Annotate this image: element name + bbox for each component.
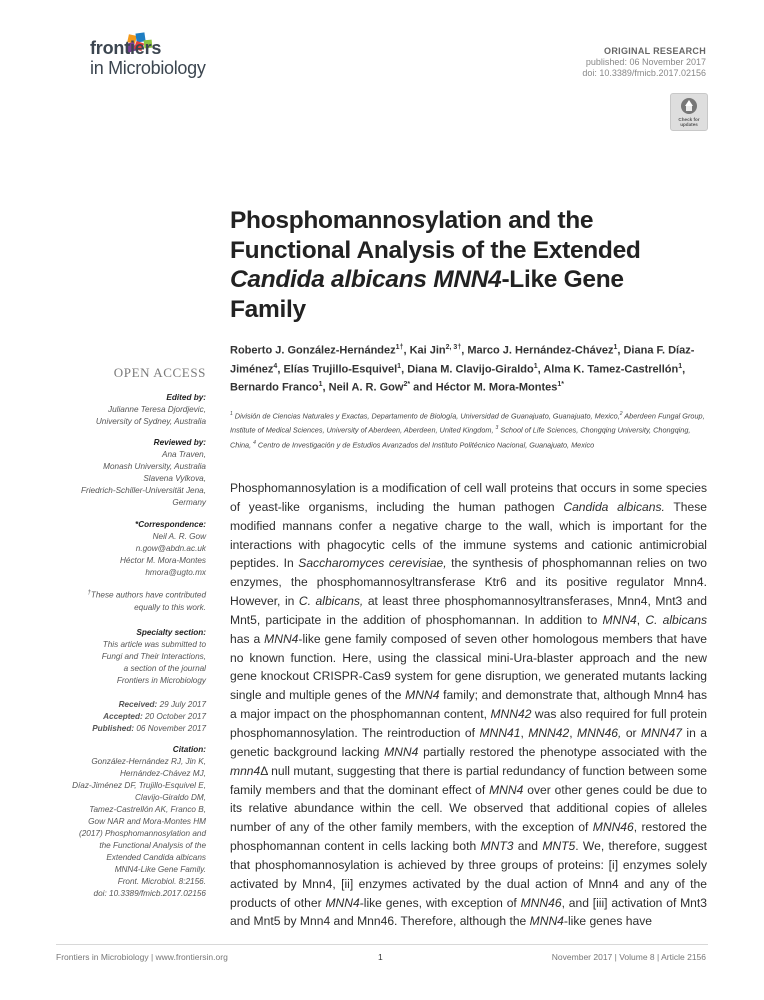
reviewer-line: Ana Traven, — [162, 450, 206, 459]
affiliations — [230, 408, 710, 451]
abstract-run: Phosphomannosylation is a modification of cell wall proteins that occurs in some species of yeast-like organisms, including the human pathogen — [230, 481, 707, 514]
author-name[interactable]: Kai Jin — [409, 344, 446, 357]
affiliation-text: Centro de Investigación y de Estudios Avanzados del Instituto Politécnico Nacional, Guanajuato, Mexico — [255, 440, 595, 450]
equal-note-line: equally to this work. — [134, 602, 206, 612]
footer-volume: November 2017 | Volume 8 | Article 2156 — [551, 952, 706, 962]
abstract-italic-term: MNN46 — [592, 820, 634, 835]
citation-label: Citation: — [172, 745, 206, 754]
author-affiliation-sup: 1 — [678, 362, 683, 370]
abstract-italic-term: MNN4 — [529, 914, 564, 929]
abstract-italic-term: mnn4 — [230, 763, 261, 778]
received-date — [92, 699, 206, 711]
author-affiliation-sup: 2, 3† — [445, 344, 462, 351]
author-name[interactable]: Héctor M. Mora-Montes — [435, 381, 558, 394]
dates-section — [92, 699, 206, 735]
affiliation-text: School of Life Sciences, Chongqing University, Chongqing, China, — [230, 425, 691, 450]
received-value: 29 July 2017 — [159, 700, 206, 709]
equal-contribution-note — [88, 587, 207, 614]
author-affiliation-sup: 2* — [403, 381, 411, 389]
citation-line: MNN4-Like Gene Family. — [114, 865, 206, 874]
affiliation-text: División de Ciencias Naturales y Exactas, Departamento de Biología, Universidad de Guanajuato, Guanajuato, Mexico, — [232, 411, 620, 421]
abstract-italic-term: MNN4 — [384, 744, 419, 759]
affiliation-text: Aberdeen Fungal Group, Institute of Medical Sciences, University of Aberdeen, Aberdeen, United Kingdom, — [230, 411, 705, 435]
correspondence-email[interactable]: n.gow@abdn.ac.uk — [135, 544, 206, 553]
correspondence-email[interactable]: hmora@ugto.mx — [145, 568, 206, 577]
abstract-italic-term: MNT5 — [542, 839, 576, 854]
specialty-line: Fungi and Their Interactions, — [101, 652, 206, 661]
abstract-run: , restored the phosphomannan content in cells lacking both — [230, 820, 708, 854]
citation-line: Clavijo-Giraldo DM, — [135, 793, 206, 802]
received-label: Received: — [118, 700, 158, 709]
abstract-italic-term: MNN4 — [489, 782, 524, 797]
abstract-run: family; and demonstrate that, although Mnn4 has a major impact on the phosphomannan content, — [230, 688, 707, 722]
specialty-section — [102, 627, 206, 687]
reviewed-by-section — [81, 437, 206, 509]
logo-wordmark: frontiers — [90, 38, 162, 58]
reviewer-line: Monash University, Australia — [103, 462, 206, 471]
author-name[interactable]: Bernardo Franco — [230, 381, 319, 394]
author-name[interactable]: Marco J. Hernández-Chávez — [467, 344, 614, 357]
author-name[interactable]: Alma K. Tamez-Castrellón — [543, 363, 679, 376]
author-affiliation-sup: 1 — [613, 344, 618, 351]
correspondence-section — [120, 519, 206, 579]
author-separator: , — [537, 363, 544, 376]
author-separator: , — [401, 363, 408, 376]
abstract-run: , — [636, 612, 646, 627]
abstract-italic-term: MNN46, — [577, 725, 622, 740]
reviewer-line: Germany — [172, 498, 206, 507]
article-title — [230, 206, 710, 324]
dagger-symbol: † — [87, 590, 91, 596]
editor-line: University of Sydney, Australia — [95, 417, 206, 426]
author-affiliation-sup: 1* — [557, 381, 564, 389]
abstract-italic-term: MNN42 — [528, 725, 570, 740]
published-date: published: 06 November 2017 — [585, 57, 706, 67]
abstract-run: has a — [230, 631, 265, 646]
logo-journal-name: in Microbiology — [90, 58, 206, 78]
author-separator: , — [461, 344, 468, 357]
citation-line: Front. Microbiol. 8:2156. — [117, 877, 206, 886]
abstract-run: over other genes could be due to its relative abundance within the cell. We observed that additional copies of alleles number of any of the other family members, with the exception of — [230, 782, 707, 835]
citation-line: Hernández-Chávez MJ, — [119, 769, 206, 778]
edited-by-section — [96, 392, 206, 428]
specialty-line: a section of the journal — [123, 664, 206, 673]
abstract-italic-term: MNN47 — [641, 725, 682, 740]
abstract-italic-term: C. albicans, — [298, 594, 364, 609]
abstract-italic-term: MNN4 — [325, 895, 360, 910]
citation-line: González-Hernández RJ, Jin K, — [91, 757, 206, 766]
author-affiliation-sup: 1 — [533, 362, 538, 370]
equal-note-line — [88, 587, 207, 602]
footer-divider — [56, 944, 708, 945]
correspondence-label: *Correspondence: — [135, 520, 206, 529]
abstract-run: . We, therefore, suggest that phosphomannosylation is achieved by three groups of proteins: [i] enzymes solely activated by Mnn4, [ii] enzymes activated by the dual action of Mnn4 and any of the products of other — [230, 839, 707, 910]
published-label: Published: — [92, 724, 135, 733]
title-line — [230, 265, 710, 295]
article-type: ORIGINAL RESEARCH — [604, 46, 706, 56]
abstract-run: Δ null mutant, suggesting that there is partial redundancy of function between some family members and that the dominant effect of — [230, 763, 707, 797]
specialty-label: Specialty section: — [136, 628, 206, 637]
correspondence-name: Neil A. R. Gow — [152, 532, 206, 541]
author-affiliation-sup: 4 — [273, 362, 278, 370]
badge-line2: updates — [680, 122, 698, 127]
accepted-value: 20 October 2017 — [145, 712, 206, 721]
citation-line: Gow NAR and Mora-Montes HM — [88, 817, 206, 826]
accepted-label: Accepted: — [103, 712, 143, 721]
author-name[interactable]: Diana M. Clavijo-Giraldo — [407, 363, 534, 376]
affiliation-number: 3 — [495, 425, 499, 432]
abstract-run: partially restored the phenotype associated with the — [418, 744, 707, 759]
abstract-italic-term: MNT3 — [480, 839, 514, 854]
abstract-run: , — [569, 725, 578, 740]
abstract-run: or — [621, 725, 641, 740]
abstract-run: was also required for full protein phosphomannosylation. The reintroduction of — [230, 707, 707, 740]
author-affiliation-sup: 1 — [318, 381, 323, 389]
author-affiliation-sup: 1 — [397, 362, 402, 370]
specialty-line: This article was submitted to — [102, 640, 206, 649]
badge-line1: Check for — [678, 117, 700, 122]
author-name[interactable]: Neil A. R. Gow — [328, 381, 404, 394]
author-affiliation-sup: 1† — [395, 344, 404, 351]
footer-journal[interactable]: Frontiers in Microbiology | www.frontiersin.org — [56, 952, 228, 962]
open-access-label: OPEN ACCESS — [113, 365, 206, 380]
author-separator: , — [403, 344, 410, 357]
abstract-run: -like genes, with exception of — [359, 895, 521, 910]
abstract-italic-term: MNN42 — [490, 707, 532, 722]
published-value: 06 November 2017 — [136, 724, 206, 733]
author-list — [230, 340, 710, 396]
edited-by-label: Edited by: — [166, 393, 206, 402]
reviewed-by-label: Reviewed by: — [153, 438, 206, 447]
author-separator: , — [322, 381, 329, 394]
abstract-italic-term: MNN46 — [520, 895, 562, 910]
citation-line: the Functional Analysis of the — [99, 841, 206, 850]
check-updates-icon — [680, 97, 698, 115]
abstract-italic-term: Saccharomyces cerevisiae, — [298, 556, 447, 571]
abstract-italic-term: MNN4 — [405, 688, 440, 703]
author-separator: , — [277, 363, 284, 376]
doi-link[interactable]: doi: 10.3389/fmicb.2017.02156 — [582, 68, 706, 78]
abstract-italic-term: MNN4 — [602, 612, 637, 627]
title-rest: -Like Gene — [501, 266, 624, 293]
author-name[interactable]: Elías Trujillo-Esquivel — [283, 363, 398, 376]
abstract-run: in a genetic background lacking — [230, 725, 707, 759]
equal-note-text: These authors have contributed — [90, 590, 206, 600]
abstract-run: -like gene family composed of seven other homologous members that have no known function. Here, using the classical mini-Ura-blaster approach and the new gene knockout CRISPR-Cas9 system for gene disruption, we generated mutants lacking single and multiple genes of the — [230, 631, 707, 703]
abstract-run: These modified mannans confer a negative charge to the wall, which is important for the interactions with phagocytic cells of the immune systems and cationic antimicrobial peptides. In — [230, 499, 707, 571]
citation-line: Tamez-Castrellón AK, Franco B, — [89, 805, 206, 814]
author-separator: and — [410, 381, 436, 394]
citation-section — [72, 744, 206, 900]
abstract-italic-term: MNN41 — [479, 725, 521, 740]
abstract-run: , — [520, 725, 529, 740]
abstract-italic-term: C. albicans — [645, 612, 707, 627]
accepted-date — [92, 711, 206, 723]
title-line: Functional Analysis of the Extended — [230, 236, 641, 264]
check-for-updates-badge[interactable] — [670, 93, 708, 131]
citation-line: Díaz-Jiménez DF, Trujillo-Esquivel E, — [72, 781, 206, 790]
published-date-sidebar — [92, 723, 206, 735]
page-number: 1 — [378, 952, 383, 962]
author-name[interactable]: Roberto J. González-Hernández — [230, 344, 396, 357]
specialty-line: Frontiers in Microbiology — [116, 676, 206, 685]
abstract-italic-term: MNN4 — [264, 631, 299, 646]
citation-line: doi: 10.3389/fmicb.2017.02156 — [93, 889, 206, 898]
abstract-run: the synthesis of phosphomannan relies on two enzymes, the phosphomannosyltransferase Ktr6 and its positive regulator Mnn4. However, in — [230, 556, 708, 609]
author-name[interactable]: Diana F. Díaz-Jiménez — [230, 344, 695, 376]
citation-line: Extended Candida albicans — [106, 853, 206, 862]
reviewer-line: Friedrich-Schiller-Universität Jena, — [81, 486, 206, 495]
affiliation-number: 2 — [619, 411, 623, 417]
abstract-run: -like genes have — [563, 914, 652, 929]
editor-line: Julianne Teresa Djordjevic, — [108, 405, 206, 414]
correspondence-name: Héctor M. Mora-Montes — [120, 556, 206, 565]
title-italic: Candida albicans MNN4 — [230, 266, 502, 293]
title-line: Phosphomannosylation and the — [230, 207, 594, 234]
abstract-run: , and [iii] activation of Mnt3 and Mnt5 by Mnn4 and Mnn46. Therefore, although the — [230, 895, 707, 929]
affiliation-number: 1 — [230, 411, 233, 417]
author-separator: , — [617, 344, 624, 357]
abstract-italic-term: Candida albicans. — [563, 499, 665, 514]
author-separator: , — [682, 363, 686, 376]
title-line: Family — [230, 295, 306, 323]
abstract-run: at least three phosphomannosyltransferases, Mnn4, Mnt3 and Mnt5, participate in the addition of phosphomannan. In addition to — [230, 594, 707, 627]
citation-line: (2017) Phosphomannosylation and — [79, 829, 206, 838]
abstract-text — [230, 479, 707, 931]
affiliation-number: 4 — [253, 439, 256, 446]
reviewer-line: Slavena Vylkova, — [143, 474, 206, 483]
abstract-run: and — [513, 839, 543, 854]
